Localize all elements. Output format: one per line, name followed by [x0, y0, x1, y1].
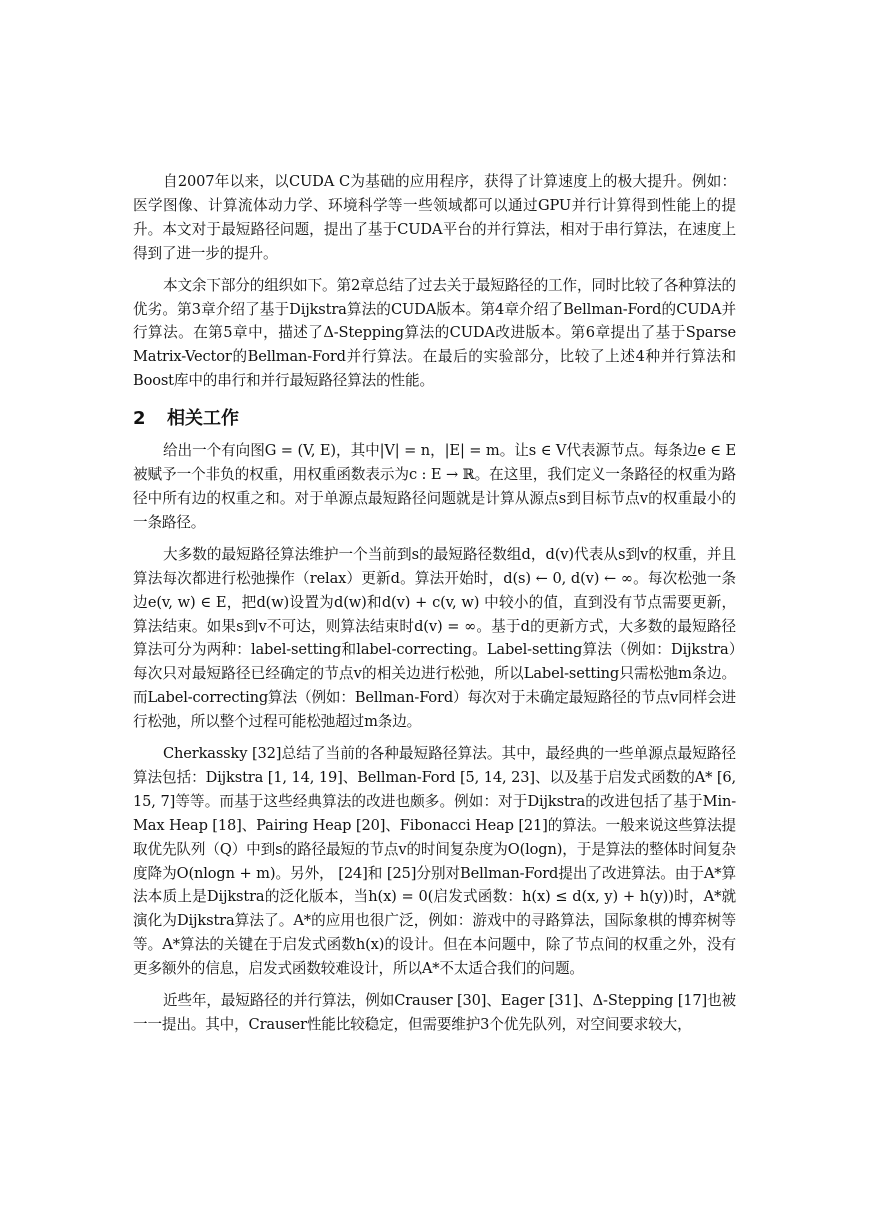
section-number: 2 [133, 408, 146, 430]
intro-paragraph-1: 自2007年以来，以CUDA C为基础的应用程序，获得了计算速度上的极大提升。例如：医学图像、计算流体动力学、环境科学等一些领域都可以通过GPU并行计算得到性能上的提升。本文对于最短路径问题，提出了基于CUDA平台的并行算法，相对于串行算法，在速度上得到了进一步的提升。 [133, 173, 736, 262]
page-body [133, 170, 736, 1045]
section-paragraph-2: 大多数的最短路径算法维护一个当前到s的最短路径数组d，d(v)代表从s到v的权重，并且算法每次都进行松弛操作（relax）更新d。算法开始时，d(s) ← 0, d(v) ← ∞。每次松弛一条边e(v, w) ∈ E，把d(w)设置为d(w)和d(v) + c(v, w) 中较小的值，直到没有节点需要更新，算法结束。如果s到v不可达，则算法结束时d(v) = ∞。基于d的更新方式，大多数的最短路径算法可分为两种：label-setting和label-correcting。Label-setting算法（例如：Dijkstra）每次只对最短路径已经确定的节点v的相关边进行松弛，所以Label-setting只需松弛m条边。而Label-correcting算法（例如：Bellman-Ford）每次对于未确定最短路径的节点v同样会进行松弛，所以整个过程可能松弛超过m条边。 [133, 545, 736, 731]
section-paragraph-3: Cherkassky [32]总结了当前的各种最短路径算法。其中，最经典的一些单源点最短路径算法包括：Dijkstra [1, 14, 19]、Bellman-Ford [5, 14, 23]、以及基于启发式函数的A* [6, 15, 7]等等。而基于这些经典算法的改进也颇多。例如：对于Dijkstra的改进包括了基于Min-Max Heap [18]、Pairing Heap [20]、Fibonacci Heap [21]的算法。一般来说这些算法提取优先队列（Q）中到s的路径最短的节点v的时间复杂度为O(logn)，于是算法的整体时间复杂度降为O(nlogn + m)。另外， [24]和 [25]分别对Bellman-Ford提出了改进算法。由于A*算法本质上是Dijkstra的泛化版本，当h(x) = 0(启发式函数：h(x) ≤ d(x, y) + h(y))时，A*就演化为Dijkstra算法了。A*的应用也很广泛，例如：游戏中的寻路算法，国际象棋的博弈树等等。A*算法的关键在于启发式函数h(x)的设计。但在本问题中，除了节点间的权重之外，没有更多额外的信息，启发式函数较难设计，所以A*不太适合我们的问题。 [133, 745, 736, 978]
section-title: 相关工作 [167, 408, 239, 430]
section-heading [133, 405, 736, 433]
section-paragraph-4: 近些年，最短路径的并行算法，例如Crauser [30]、Eager [31]、Δ-Stepping [17]也被一一提出。其中，Crauser性能比较稳定，但需要维护3个优先队列，对空间要求较大， [133, 992, 736, 1033]
section-paragraph-1: 给出一个有向图G = (V, E)，其中|V| = n，|E| = m。让s ∈ V代表源节点。每条边e ∈ E被赋予一个非负的权重，用权重函数表示为c : E → ℝ。在这里，我们定义一条路径的权重为路径中所有边的权重之和。对于单源点最短路径问题就是计算从源点s到目标节点v的权重最小的一条路径。 [133, 442, 736, 531]
intro-paragraph-2: 本文余下部分的组织如下。第2章总结了过去关于最短路径的工作，同时比较了各种算法的优劣。第3章介绍了基于Dijkstra算法的CUDA版本。第4章介绍了Bellman-Ford的CUDA并行算法。在第5章中，描述了Δ-Stepping算法的CUDA改进版本。第6章提出了基于Sparse Matrix-Vector的Bellman-Ford并行算法。在最后的实验部分，比较了上述4种并行算法和Boost库中的串行和并行最短路径算法的性能。 [133, 276, 736, 390]
